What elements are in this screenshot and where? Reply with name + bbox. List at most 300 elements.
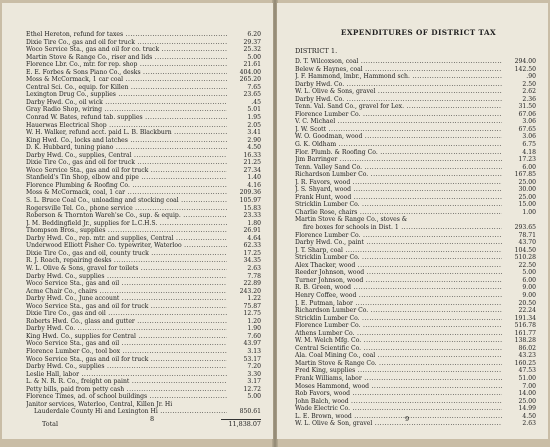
expense-payee: Roberts Hwd. Co., glass and gutter ..... [26, 318, 227, 326]
expense-amount: 5.00 [522, 269, 536, 277]
expense-row [26, 265, 261, 273]
expense-row [295, 360, 536, 368]
expense-payee: Richardson Lumber Co. ..... [295, 307, 502, 315]
left-page [2, 3, 273, 439]
expense-payee: L. & N. R. R. Co., freight on paint ..... [26, 378, 227, 386]
expense-amount: 4.16 [247, 181, 261, 189]
expense-amount: 16.33 [243, 151, 261, 159]
expense-payee: W. L. Olive & Sons, gravel ..... [295, 88, 502, 96]
expense-payee: Central Sci. Co., equip. for Killen ..... [26, 84, 227, 92]
expense-payee: Tenn. Val. Sand Co., gravel for Lex. ..... [295, 103, 502, 111]
expense-amount: 20.50 [518, 299, 536, 307]
expense-amount: 7.60 [247, 332, 261, 340]
expense-row [295, 383, 536, 391]
expense-payee: Conrad W. Bates, refund tab. supplies ..... [26, 114, 227, 122]
page-number-left: 8 [150, 415, 155, 423]
expense-amount: 404.00 [239, 68, 261, 76]
expense-payee: J. W. Scott ..... [295, 126, 502, 134]
expense-row [26, 325, 261, 333]
expense-amount: 17.25 [243, 249, 261, 257]
expense-amount: 1.80 [247, 219, 261, 227]
expense-row [26, 371, 261, 379]
expense-payee: R. J. Roach, repairing desks ..... [26, 257, 227, 265]
expense-payee: W. O. Goodman, wood ..... [295, 133, 502, 141]
expense-payee: J. T. Sharp, coal ..... [295, 247, 502, 255]
expense-payee: Martin Stove & Range Co., stoves & [295, 216, 408, 224]
expense-amount: 12.72 [243, 385, 261, 393]
expense-amount: 86.02 [518, 344, 536, 352]
expense-amount: 265.20 [239, 76, 261, 84]
expense-payee: Roberson & Thornton Wareh'se Co., sup. & equip. ..... [26, 212, 227, 220]
right-expense-list [295, 58, 536, 428]
expense-row [26, 295, 261, 303]
expense-row [295, 247, 536, 255]
expense-amount: 75.87 [243, 302, 261, 310]
expense-amount: 160.25 [514, 359, 536, 367]
total-rule [221, 419, 261, 420]
expense-payee: Dixie Tire Co., gas and oil for truck ..... [26, 159, 227, 167]
expense-row [295, 149, 536, 157]
expense-payee: L. E. Brown, wood ..... [295, 413, 502, 421]
expense-payee: Stanfield's Tin Shop, elbow and pipe ..... [26, 174, 227, 182]
expense-amount: 850.61 [239, 408, 261, 416]
expense-row [26, 114, 261, 122]
expense-payee: Woco Service Sta., gas and oil for truck ..... [26, 167, 227, 175]
expense-amount: 22.89 [243, 280, 261, 288]
expense-payee: Petty bills, paid from petty cash ..... [26, 386, 227, 394]
expense-amount: 62.33 [243, 242, 261, 250]
expense-amount: 25.00 [518, 178, 536, 186]
expense-amount: 6.20 [247, 31, 261, 38]
expense-amount: 25.00 [518, 397, 536, 405]
expense-row [295, 186, 536, 194]
expense-amount: 78.71 [518, 231, 536, 239]
expense-payee: W. L. Olive & Son, gravel ..... [295, 420, 502, 428]
expense-payee: Hauerwas Electrical Shop ..... [26, 122, 227, 130]
expense-row [295, 171, 536, 179]
expense-payee: Central Scientific Co. ..... [295, 345, 502, 353]
right-page [277, 3, 548, 439]
expense-amount: 209.36 [239, 189, 261, 197]
expense-row [26, 189, 261, 197]
expense-payee: Frank Williams, labor ..... [295, 375, 502, 383]
expense-row [26, 159, 261, 167]
expense-payee: Leslie Hall, labor ..... [26, 371, 227, 379]
expense-amount: 7.78 [247, 272, 261, 280]
expense-row [26, 144, 261, 152]
expense-payee: Frank Hunt, wood ..... [295, 194, 502, 202]
expense-amount: 142.50 [514, 65, 536, 73]
expense-amount: 3.17 [247, 378, 261, 386]
expense-payee: J. R. Favors, wood ..... [295, 179, 502, 187]
expense-row [26, 76, 261, 84]
expense-amount: 2.05 [247, 121, 261, 129]
expense-row [26, 378, 261, 386]
expense-row [26, 167, 261, 175]
expense-amount: 7.20 [247, 363, 261, 371]
expense-amount: 5.00 [247, 53, 261, 61]
expense-amount: 29.37 [243, 38, 261, 46]
expense-amount: 105.97 [239, 197, 261, 205]
expense-payee: Janitor services, Waterloo, Central, Killen Jr. Hi [26, 400, 173, 408]
expense-payee: Woco Service Sta., gas and oil for co. truck ..... [26, 46, 227, 54]
expense-payee: Thompson Bros., supplies ..... [26, 227, 227, 235]
expense-amount: 15.00 [518, 201, 536, 209]
expense-amount: 4.18 [522, 148, 536, 156]
expense-amount: 243.20 [239, 287, 261, 295]
expense-payee: Belew & Haynes, coal ..... [295, 66, 502, 74]
expense-amount: 2.63 [247, 264, 261, 272]
expense-amount: 2.62 [522, 88, 536, 96]
expense-amount: 294.00 [514, 58, 536, 65]
expense-amount: 293.65 [514, 224, 536, 232]
expense-payee: V. C. Michael ..... [295, 118, 502, 126]
expense-payee: R. B. Green, wood ..... [295, 284, 502, 292]
expense-payee: D. K. Hubbard, tuning piano ..... [26, 144, 227, 152]
expense-payee: Darby Hwd. Co., rep. mtr. and supplies, Central ..... [26, 235, 227, 243]
expense-amount: 43.97 [243, 340, 261, 348]
expense-row [26, 303, 261, 311]
expense-payee: G. K. Oldham ..... [295, 141, 502, 149]
expense-payee: Acme Chair Co., chairs ..... [26, 288, 227, 296]
expense-row [26, 46, 261, 54]
expense-row [26, 182, 261, 190]
expense-payee: Darby Hwd. Co. ..... [295, 96, 502, 104]
expense-amount: 1.95 [247, 114, 261, 122]
expense-amount: 23.65 [243, 91, 261, 99]
expense-amount: 51.00 [518, 374, 536, 382]
expense-payee: J. E. Putman, labor ..... [295, 300, 502, 308]
expense-payee: fire boxes for schools in Dist. 1 ..... [295, 224, 502, 232]
expense-row [26, 408, 261, 416]
expense-row [295, 337, 536, 345]
expense-amount: 43.70 [518, 239, 536, 247]
expense-row [295, 209, 536, 217]
expense-amount: 6.00 [522, 276, 536, 284]
expense-row [295, 315, 536, 323]
expense-payee: Ala. Coal Mining Co., coal ..... [295, 352, 502, 360]
expense-payee: Jim Barringer ..... [295, 156, 502, 164]
expense-amount: 22.24 [518, 307, 536, 315]
expense-row [295, 118, 536, 126]
expense-payee: Lauderdale County Hi and Lexington Hi ..... [26, 408, 227, 416]
expense-payee: Turner Johnson, wood ..... [295, 277, 502, 285]
expense-payee: Florence Plumbing & Roofing Co. ..... [26, 182, 227, 190]
expense-payee: J. M. Beddingfield Jr., supplies for L.C.H.S. ..... [26, 220, 227, 228]
expense-payee: Darby Hwd. Co., supplies ..... [26, 273, 227, 281]
expense-amount: 1.40 [247, 174, 261, 182]
left-expense-list [26, 31, 261, 416]
total-amount: 11,838.07 [228, 420, 261, 428]
expense-row [295, 224, 536, 232]
expense-amount: 167.85 [514, 171, 536, 179]
expense-row [295, 58, 536, 66]
expense-row [295, 352, 536, 360]
expense-amount: 5.00 [247, 393, 261, 401]
page-number-right: 9 [405, 415, 410, 423]
expense-payee: Dixie Tire Co., gas and oil ..... [26, 310, 227, 318]
expense-row [295, 269, 536, 277]
expense-row [295, 300, 536, 308]
expense-amount: 67.06 [518, 110, 536, 118]
expense-row [295, 156, 536, 164]
expense-row [26, 174, 261, 182]
expense-payee: Moses Hammond, wood ..... [295, 383, 502, 391]
expense-amount: 1.20 [247, 317, 261, 325]
expense-row [26, 122, 261, 130]
expense-amount: 138.28 [514, 337, 536, 345]
expense-row [26, 340, 261, 348]
expense-row [26, 106, 261, 114]
expense-row [26, 393, 261, 401]
expense-row [26, 333, 261, 341]
expense-row [295, 103, 536, 111]
expense-amount: 9.00 [522, 291, 536, 299]
expense-amount: 25.32 [243, 46, 261, 54]
expense-row [26, 212, 261, 220]
expense-row [26, 137, 261, 145]
expense-amount: 21.61 [243, 61, 261, 69]
expense-payee: Moss & McCormack, coal, 1 car ..... [26, 189, 227, 197]
expense-row [26, 242, 261, 250]
expense-row [26, 152, 261, 160]
expense-amount: 1.90 [247, 325, 261, 333]
expense-payee: Athens Lumber Co. ..... [295, 330, 502, 338]
expense-payee: Charlie Rose, chairs ..... [295, 209, 502, 217]
expense-amount: 5.01 [247, 106, 261, 114]
expense-payee: Darby Hwd. Co. ..... [295, 81, 502, 89]
expense-amount: 2.36 [522, 95, 536, 103]
expense-amount: 22.50 [518, 261, 536, 269]
expense-payee: Dixie Tire Co., gas and oil for truck ..... [26, 39, 227, 47]
expense-amount: 516.78 [514, 322, 536, 330]
expense-payee: Florence Lbr. Co., mtr. for rep. shop ..... [26, 61, 227, 69]
expense-payee: W. L. Olive & Sons, gravel for toilets ..... [26, 265, 227, 273]
expense-payee: Wade Electric Co. ..... [295, 405, 502, 413]
expense-payee: Reeder Johnson, wood ..... [295, 269, 502, 277]
expense-amount: 3.06 [522, 118, 536, 126]
section-heading: EXPENDITURES OF DISTRICT TAX [340, 28, 497, 37]
expense-row [295, 413, 536, 421]
expense-row [26, 69, 261, 77]
expense-payee: Henry Coffee, wood ..... [295, 292, 502, 300]
expense-amount: 14.00 [518, 390, 536, 398]
expense-payee: Moss & McCormack, 1 car coal ..... [26, 76, 227, 84]
expense-row [295, 111, 536, 119]
expense-payee: Alex Thacker, wood ..... [295, 262, 502, 270]
expense-row [295, 194, 536, 202]
expense-amount: 510.28 [514, 254, 536, 262]
expense-payee: King Hwd. Co., supplies for Central ..... [26, 333, 227, 341]
expense-row [26, 257, 261, 265]
expense-payee: Gray Radio Shop, wiring ..... [26, 106, 227, 114]
expense-amount: 27.34 [243, 166, 261, 174]
expense-payee: Darby Hwd. Co., oil wick ..... [26, 99, 227, 107]
expense-payee: W. H. Walker, refund acct. paid L. B. Blackburn ..... [26, 129, 227, 137]
expense-payee: J. S. Shyard, wood ..... [295, 186, 502, 194]
expense-amount: 14.99 [518, 405, 536, 413]
expense-amount: 31.50 [518, 103, 536, 111]
district-label: DISTRICT 1. [295, 47, 338, 55]
expense-row [295, 390, 536, 398]
expense-row [295, 345, 536, 353]
expense-row [295, 66, 536, 74]
expense-payee: Woco Service Sta., gas and oil for truck ..... [26, 356, 227, 364]
expense-row [295, 292, 536, 300]
expense-amount: 23.33 [243, 212, 261, 220]
expense-amount: 1.00 [522, 208, 536, 216]
expense-row [295, 375, 536, 383]
expense-payee: Stricklin Lumber Co. ..... [295, 254, 502, 262]
expense-amount: 6.75 [522, 141, 536, 149]
expense-row [295, 254, 536, 262]
expense-row [295, 216, 536, 224]
expense-row [295, 133, 536, 141]
expense-payee: Flor. Plumb. & Roofing Co. ..... [295, 149, 502, 157]
expense-payee: Florence Lumber Co., tool box ..... [26, 348, 227, 356]
expense-row [295, 179, 536, 187]
expense-row [295, 322, 536, 330]
expense-payee: Darby Hwd. Co. ..... [26, 325, 227, 333]
expense-amount: 17.23 [518, 156, 536, 164]
expense-amount: 4.64 [247, 234, 261, 242]
expense-amount: 3.41 [247, 129, 261, 137]
expense-payee: Tenn. Valley Sand Co. ..... [295, 164, 502, 172]
expense-row [26, 39, 261, 47]
expense-row [26, 54, 261, 62]
expense-payee: Florence Times, ad. of school buildings ..... [26, 393, 227, 401]
expense-row [295, 73, 536, 81]
expense-row [26, 356, 261, 364]
expense-amount: 12.75 [243, 310, 261, 318]
expense-amount: 2.63 [522, 420, 536, 428]
expense-row [26, 99, 261, 107]
expense-amount: 9.00 [522, 284, 536, 292]
expense-row [295, 201, 536, 209]
expense-amount: 43.23 [518, 352, 536, 360]
expense-amount: 3.30 [247, 370, 261, 378]
expense-payee: Rob Favors, wood ..... [295, 390, 502, 398]
expense-row [26, 205, 261, 213]
expense-row [295, 232, 536, 240]
expense-payee: Florence Lumber Co. ..... [295, 111, 502, 119]
expense-payee: Darby Hwd. Co., supplies, Central ..... [26, 152, 227, 160]
expense-row [26, 280, 261, 288]
expense-amount: 6.00 [522, 163, 536, 171]
expense-payee: D. T. Wilcoxson, coal ..... [295, 58, 502, 66]
expense-row [295, 262, 536, 270]
expense-payee: John Balch, wood ..... [295, 398, 502, 406]
expense-payee: Woco Service Sta., gas and oil ..... [26, 280, 227, 288]
expense-payee: W. M. Welch Mfg. Co. ..... [295, 337, 502, 345]
expense-row [295, 405, 536, 413]
expense-payee: Darby Hwd. Co., supplies ..... [26, 363, 227, 371]
expense-amount: 7.00 [522, 382, 536, 390]
expense-row [26, 61, 261, 69]
expense-amount: 26.91 [243, 227, 261, 235]
expense-row [295, 164, 536, 172]
expense-amount: 30.00 [518, 186, 536, 194]
expense-row [26, 386, 261, 394]
expense-row [295, 398, 536, 406]
expense-row [26, 129, 261, 137]
expense-amount: 34.35 [243, 257, 261, 265]
expense-amount: 15.83 [243, 204, 261, 212]
expense-payee: Underwood Elliott Fisher Co. typewriter, Waterloo ..... [26, 242, 227, 250]
expense-amount: 2.50 [522, 80, 536, 88]
expense-payee: Woco Service Sta., gas and oil ..... [26, 340, 227, 348]
expense-row [295, 307, 536, 315]
expense-payee: S. L. Bruce Coal Co., unloading and stocking coal ..... [26, 197, 227, 205]
expense-row [26, 273, 261, 281]
expense-row [26, 363, 261, 371]
expense-row [26, 31, 261, 39]
expense-row [26, 227, 261, 235]
expense-row [295, 88, 536, 96]
expense-payee: Darby Hwd. Co., June account ..... [26, 295, 227, 303]
expense-amount: 161.77 [514, 329, 536, 337]
expense-row [295, 330, 536, 338]
expense-amount: 21.25 [243, 159, 261, 167]
expense-payee: Florence Lumber Co. ..... [295, 322, 502, 330]
expense-amount: 4.50 [247, 144, 261, 152]
expense-amount: 4.50 [522, 412, 536, 420]
expense-row [26, 220, 261, 228]
expense-row [26, 197, 261, 205]
expense-row [295, 277, 536, 285]
expense-row [295, 126, 536, 134]
expense-row [26, 310, 261, 318]
expense-row [295, 141, 536, 149]
expense-amount: 67.65 [518, 125, 536, 133]
expense-payee: Richardson Lumber Co. ..... [295, 171, 502, 179]
expense-payee: Lexington Drug Co., supplies ..... [26, 91, 227, 99]
expense-payee: Dixie Tire Co., gas and oil, county truck ..... [26, 250, 227, 258]
expense-amount: 104.50 [514, 246, 536, 254]
expense-row [26, 318, 261, 326]
expense-row [26, 84, 261, 92]
expense-row [295, 81, 536, 89]
expense-row [26, 250, 261, 258]
expense-row [26, 91, 261, 99]
expense-amount: 7.65 [247, 83, 261, 91]
expense-payee: King Hwd. Co., locks and latches ..... [26, 137, 227, 145]
expense-amount: 53.17 [243, 355, 261, 363]
expense-amount: 47.53 [518, 367, 536, 375]
expense-amount: .90 [526, 73, 536, 81]
expense-payee: J. F. Hammond, lmbr., Hammond sch. ..... [295, 73, 502, 81]
expense-amount: 1.22 [247, 295, 261, 303]
expense-row [295, 96, 536, 104]
expense-amount: 2.90 [247, 136, 261, 144]
expense-payee: Martin Stove & Range Co., riser and lids ..... [26, 54, 227, 62]
expense-row [295, 367, 536, 375]
expense-amount: 25.00 [518, 193, 536, 201]
expense-payee: E. E. Forbes & Sons Piano Co., desks ..... [26, 69, 227, 77]
expense-row [26, 401, 261, 409]
expense-payee: Rogersville Tel. Co., phone service ..... [26, 205, 227, 213]
expense-payee: Stricklin Lumber Co. ..... [295, 315, 502, 323]
total-row [26, 421, 261, 429]
expense-amount: 3.13 [247, 347, 261, 355]
expense-amount: .45 [251, 98, 261, 106]
expense-row [26, 235, 261, 243]
expense-row [26, 348, 261, 356]
expense-payee: Darby Hwd. Co., paint ..... [295, 239, 502, 247]
expense-row [295, 239, 536, 247]
total-label: Total [42, 420, 59, 428]
expense-payee: Stricklin Lumber Co. ..... [295, 201, 502, 209]
